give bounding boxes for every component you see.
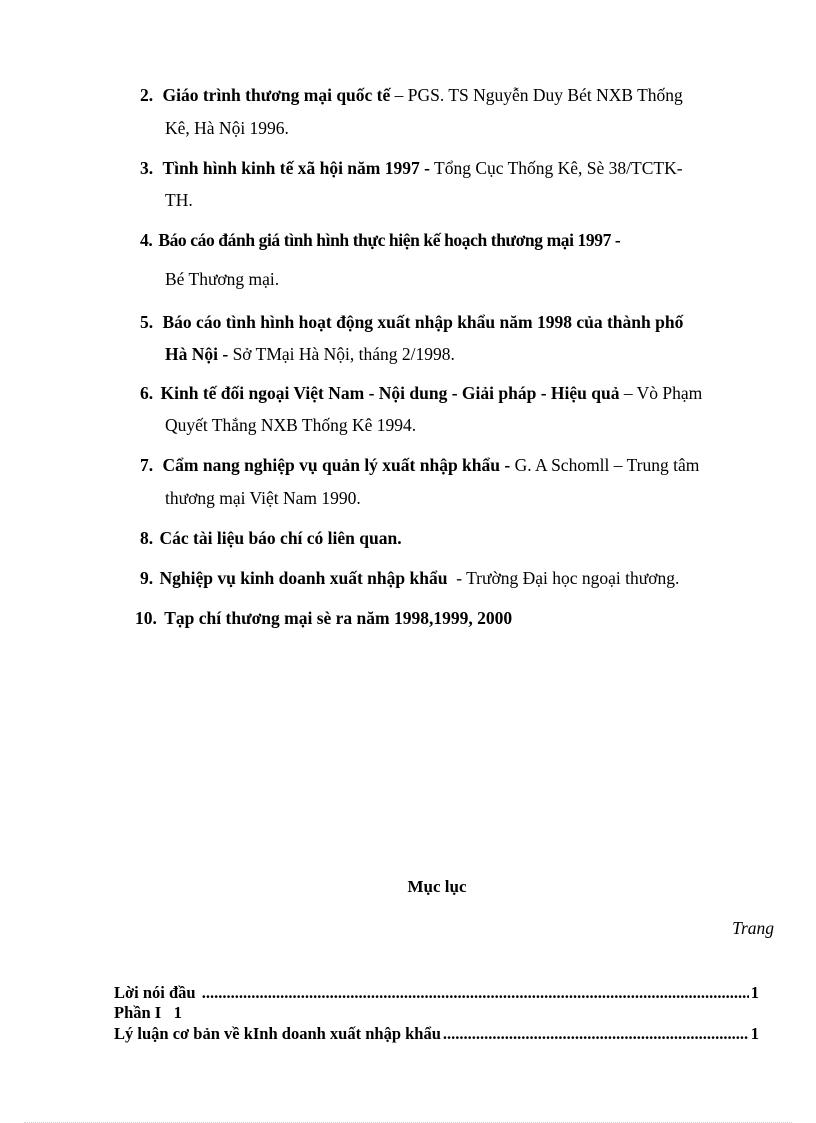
reference-line	[135, 607, 753, 629]
reference-number: 10.	[135, 608, 157, 628]
reference-number: 2.	[140, 85, 154, 105]
reference-title: Các tài liệu báo chí có liên quan.	[159, 528, 402, 548]
reference-details: - Trường Đại học ngoại thương.	[447, 568, 680, 588]
reference-title: Báo cáo tình hình hoạt động xuất nhập khẩu năm 1998 của thành phố	[162, 312, 684, 332]
toc-title: Mục lục	[407, 877, 467, 896]
toc-row[interactable]	[114, 1002, 759, 1024]
reference-number: 6.	[140, 383, 154, 403]
reference-number: 3.	[140, 158, 154, 178]
reference-title: Giáo trình thương mại quốc tế	[162, 85, 391, 105]
reference-continuation: thương mại Việt Nam 1990.	[165, 488, 361, 508]
toc-row-page: 1	[750, 983, 759, 1002]
reference-line	[140, 382, 758, 404]
toc-leader-dots	[202, 982, 749, 1004]
reference-continuation: Bé Thương mại.	[165, 269, 280, 289]
reference-line	[140, 84, 758, 106]
toc-row[interactable]	[114, 1023, 759, 1045]
toc-row-page: 1	[750, 1024, 759, 1043]
reference-line	[140, 157, 758, 179]
reference-line	[140, 527, 758, 549]
reference-line	[140, 229, 758, 251]
reference-details: – PGS. TS Nguyễn Duy Bét NXB Thống	[390, 85, 683, 105]
reference-number: 9.	[140, 568, 154, 588]
reference-details: – Vò Phạm	[619, 383, 703, 403]
reference-title: Kinh tế đối ngoại Việt Nam - Nội dung - Giải pháp - Hiệu quả	[160, 383, 620, 403]
reference-number: 4.	[140, 230, 153, 250]
reference-title: Cẩm nang nghiệp vụ quản lý xuất nhập khẩu -	[162, 455, 511, 475]
reference-number: 7.	[140, 455, 154, 475]
reference-continuation: Sở TMại Hà Nội, tháng 2/1998.	[232, 344, 455, 364]
reference-number: 5.	[140, 312, 154, 332]
reference-title: Tình hình kinh tế xã hội năm 1997 -	[162, 158, 430, 178]
reference-line	[140, 311, 758, 333]
reference-continuation: Kê, Hà Nội 1996.	[165, 118, 289, 138]
reference-title: Nghiệp vụ kinh doanh xuất nhập khẩu	[159, 568, 448, 588]
toc-leader-dots	[443, 1023, 749, 1045]
reference-continuation: TH.	[165, 190, 193, 210]
toc-row[interactable]	[114, 982, 759, 1004]
toc-row-label: Lời nói đầu	[114, 983, 200, 1002]
toc-row-label: Phần I 1	[114, 1003, 182, 1022]
reference-number: 8.	[140, 528, 154, 548]
reference-continuation-line	[165, 343, 455, 365]
reference-title: Báo cáo đánh giá tình hình thực hiện kế hoạch thương mại 1997 -	[158, 230, 621, 250]
reference-continuation: Quyết Thắng NXB Thống Kê 1994.	[165, 415, 417, 435]
toc-page-header: Trang	[732, 918, 774, 938]
reference-title: Tạp chí thương mại sè ra năm 1998,1999, 2000	[164, 608, 513, 628]
reference-line	[140, 454, 758, 476]
reference-title-continuation: Hà Nội -	[165, 344, 233, 364]
reference-details: Tổng Cục Thống Kê, Sè 38/TCTK-	[429, 158, 683, 178]
reference-line	[140, 567, 758, 589]
toc-row-label: Lý luận cơ bản về kInh doanh xuất nhập khẩu	[114, 1024, 441, 1043]
reference-details: G. A Schomll – Trung tâm	[510, 455, 700, 475]
